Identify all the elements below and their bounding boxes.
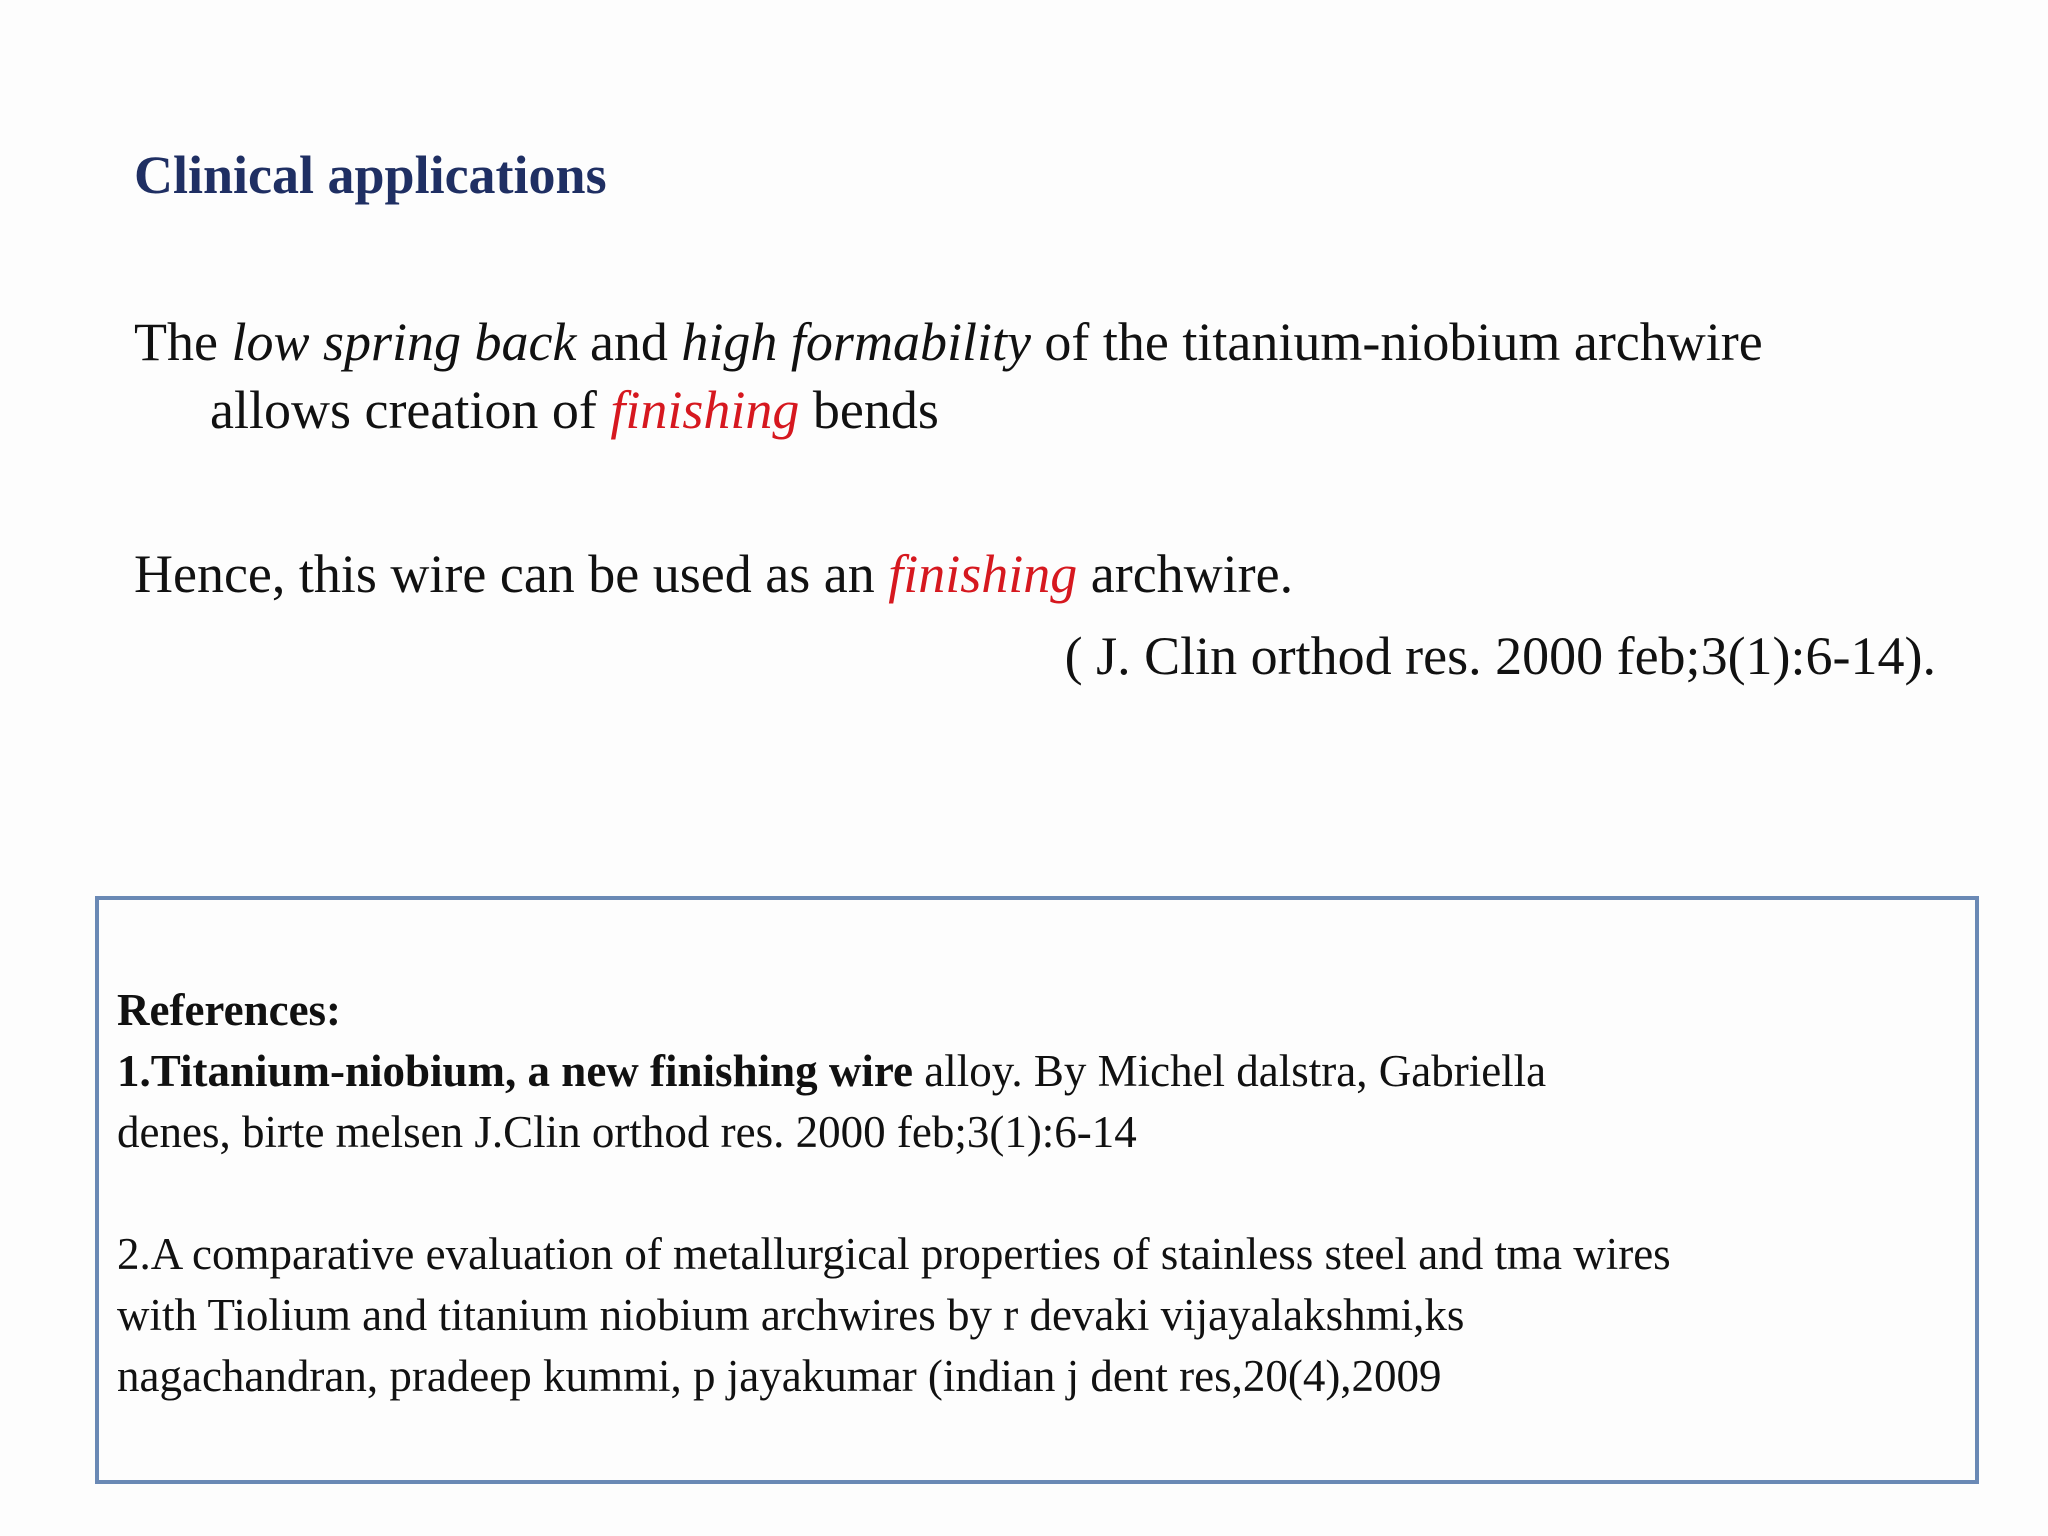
references-heading: References: (117, 985, 342, 1035)
text: and (576, 312, 682, 372)
text: bends (799, 380, 939, 440)
slide-title: Clinical applications (134, 145, 607, 205)
text: of the titanium-niobium archwire (1030, 312, 1763, 372)
citation: ( J. Clin orthod res. 2000 feb;3(1):6-14). (1064, 626, 1936, 686)
text: archwire. (1077, 544, 1294, 604)
highlight-finishing: finishing (610, 380, 800, 440)
reference-2-line-1: 2.A comparative evaluation of metallurgical properties of stainless steel and tma wires (117, 1229, 1671, 1279)
text: allows creation of (210, 380, 611, 440)
reference-1-line-1 (117, 1041, 1671, 1102)
reference-2-line-2: with Tiolium and titanium niobium archwires by r devaki vijayalakshmi,ks (117, 1290, 1465, 1340)
reference-2-line-3: nagachandran, pradeep kummi, p jayakumar (indian j dent res,20(4),2009 (117, 1351, 1442, 1401)
spacer (117, 1163, 1671, 1224)
paragraph-line-2 (134, 376, 1763, 444)
emphasis-high-formability: high formability (681, 312, 1031, 372)
reference-1-line-2: denes, birte melsen J.Clin orthod res. 2000 feb;3(1):6-14 (117, 1107, 1137, 1157)
emphasis-low-spring-back: low spring back (231, 312, 577, 372)
references-list (117, 980, 1671, 1407)
text: Hence, this wire can be used as an (134, 544, 889, 604)
paragraph-usage (134, 540, 1293, 608)
paragraph-formability (134, 308, 1763, 444)
reference-1-title: 1.Titanium-niobium, a new finishing wire (117, 1046, 914, 1096)
highlight-finishing: finishing (888, 544, 1078, 604)
text: alloy. By Michel dalstra, Gabriella (913, 1046, 1547, 1096)
text: The (134, 312, 232, 372)
